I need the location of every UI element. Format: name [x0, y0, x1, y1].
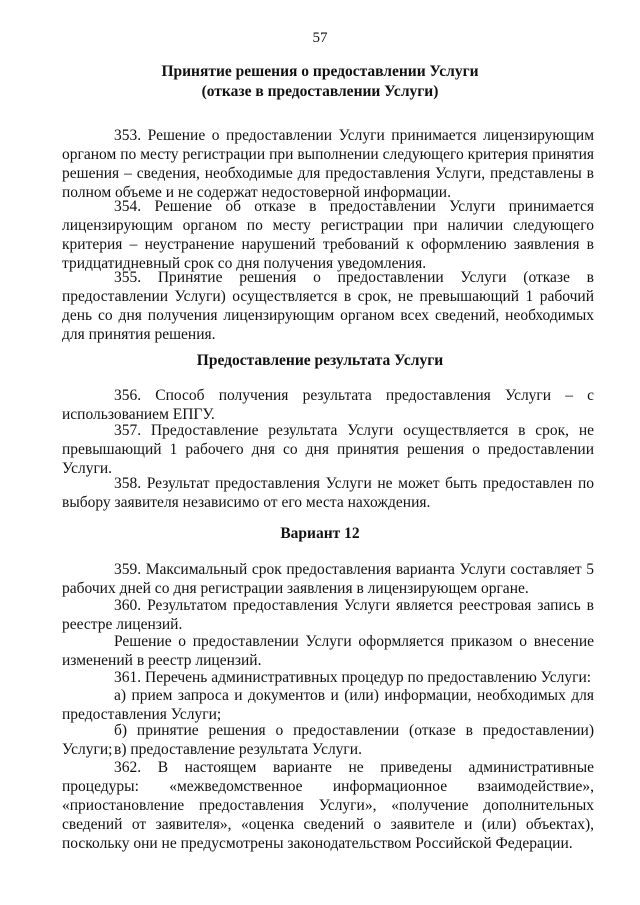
paragraph-357: 357. Предоставление результата Услуги осуществляется в срок, не превышающий 1 рабочего дня со дня принятия решения о предоставлении Услуги. — [62, 422, 594, 477]
section-title-decision: Принятие решения о предоставлении Услуги — [161, 63, 479, 80]
section-title-result: Предоставление результата Услуги — [196, 352, 444, 369]
paragraph-360: 360. Результатом предоставления Услуги является реестровая запись в реестре лицензий. — [62, 597, 594, 633]
paragraph-359: 359. Максимальный срок предоставления варианта Услуги составляет 5 рабочих дней со дня регистрации заявления в лицензирующем органе. — [62, 561, 594, 597]
list-item-a: а) прием запроса и документов и (или) информации, необходимых для предоставления Услуги; — [62, 687, 594, 723]
paragraph-360-note: Решение о предоставлении Услуги оформляется приказом о внесение изменений в реестр лицензий. — [62, 633, 594, 669]
section-title-variant: Вариант 12 — [280, 525, 360, 542]
list-item-b: б) принятие решения о предоставлении (отказе в предоставлении) Услуги; — [62, 722, 594, 758]
page-number: 57 — [312, 30, 328, 46]
section-subtitle-decision: (отказе в предоставлении Услуги) — [201, 83, 439, 100]
paragraph-353: 353. Решение о предоставлении Услуги принимается лицензирующим органом по месту регистрации при выполнении следующего критерия принятия решения – сведения, необходимые для предоставления Услуги, представлены в полном объеме и не содержат недостоверной информации. — [62, 127, 594, 201]
paragraph-362: 362. В настоящем варианте не приведены административные процедуры: «межведомственное информационное взаимодействие», «приостановление предоставления Услуги», «получение дополнительных сведений от заявителя», «оценка сведений о заявителе и (или) объектах), поскольку они не предусмотрены законодательством Российской Федерации. — [62, 759, 594, 852]
paragraph-355: 355. Принятие решения о предоставлении Услуги (отказе в предоставлении Услуги) осуществляется в срок, не превышающий 1 рабочий день со дня получения лицензирующим органом всех сведений, необходимых для принятия решения. — [62, 269, 594, 343]
paragraph-361: 361. Перечень административных процедур по предоставлению Услуги: — [114, 669, 592, 686]
paragraph-354: 354. Решение об отказе в предоставлении Услуги принимается лицензирующим органом по месту регистрации при наличии следующего критерия – неустранение нарушений требований к оформлению заявления в тридцатидневный срок со дня получения уведомления. — [62, 198, 594, 272]
list-item-c: в) предоставление результата Услуги. — [114, 741, 362, 758]
paragraph-356: 356. Способ получения результата предоставления Услуги – с использованием ЕПГУ. — [62, 387, 594, 423]
paragraph-358: 358. Результат предоставления Услуги не может быть предоставлен по выбору заявителя независимо от его места нахождения. — [62, 475, 594, 511]
